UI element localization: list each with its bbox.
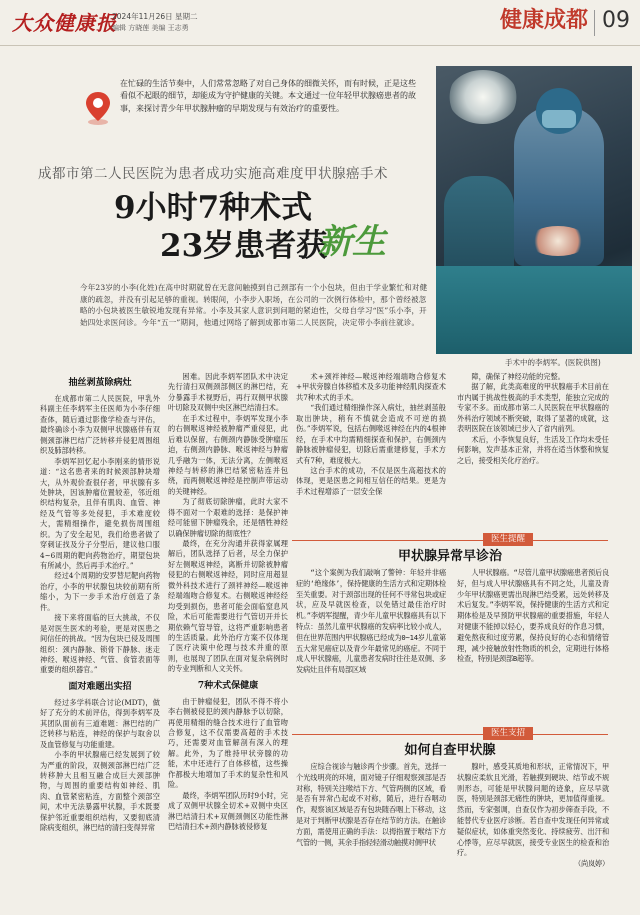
divider [292,734,608,735]
paragraph: “这个案例为我们敲响了警钟：年轻并非癌症的‘绝缘体’，保持健康的生活方式和定期体检至关重要。对于颈部出现的任何不寻常包块或症状，应及早就医检查，以免错过最佳治疗时机。”李炳军提醒，青少年儿童甲状腺癌具有以下特点：虽然儿童甲状腺癌的发病率比较小成人，但在世界范围内甲状腺癌已经成为0~14岁儿童第五大常见癌症以及青少年最常见的癌症。不同于成人甲状腺癌，儿童患者发病时往往是双侧、多发病灶且伴有局部区域 [296,568,446,675]
box2-column-2 [457,762,609,870]
box-tag-tips: 医生支招 [483,727,533,740]
article-column-4 [457,372,609,466]
article-column-2 [168,372,288,832]
box1-column-2 [457,568,609,665]
article-column-1 [40,372,160,834]
author-signature: （尚岚婷） [574,859,609,869]
subhead: 抽丝剥茧除病灶 [68,378,132,388]
headline-accent: 新生 [318,222,386,262]
paragraph: 小李的甲状腺癌已经发展到了较为严重的阶段，双侧颈部淋巴结广泛转移肿大且相互融合成巨大颈部肿物，与周围的重要结构如神经、肌肉、血管紧密粘连，方面整个颈部空间，术中无法暴露甲状腺，手术既要保护邻近重要组织结构，又要彻底清除病变组织，淋巴结的清扫变得异常 [40,750,160,833]
surgery-photo [436,66,632,354]
paragraph: 障，确保了神经功能的完整。 [471,372,565,381]
headline-kicker: 成都市第二人民医院为患者成功实施高难度甲状腺癌手术 [38,166,388,182]
paragraph: 在成都市第二人民医院，甲乳外科副主任李炳军主任医师为小李仔细查体，随后通过影像学检查与评估，最终确诊小李为双侧甲状腺癌伴有双侧颈部淋巴结广泛转移并侵犯周围组织及肺部转移。 [40,394,160,456]
headline-line-2: 23岁患者获 [160,228,328,264]
box-title-early-diagnosis: 甲状腺异常早诊治 [397,549,502,564]
paragraph: 李炳军回忆起小李刚来的情形说道：“这名患者来的时候颈部肿块增大，从外观价查很仔者，甲状腺有多处肿块，因该肿瘤位置较差，邻近组织结构复杂，且伴有肌肉、血管、神经及气管等多处侵犯，手术难度较大，需精细操作，避免损伤周围组织。为了安全起见，我们给患者做了穿刺证找及分子分型后，建议他口服4~6周期的靶向药物治疗，期望包块有所减小，然后再手术治疗。” [40,456,160,571]
divider [292,540,608,541]
paragraph: 经过4个周期的安罗替尼靶向药物治疗，小李的甲状腺包块较前期有所缩小，为下一步手术治疗创造了条件。 [40,571,160,612]
paragraph: 困难。因此李炳军团队术中决定先行清扫双侧颈部侧区的淋巴结，充分暴露手术视野后，再行双侧甲状腺叶切除及双侧中央区淋巴结清扫术。 [168,372,288,413]
masthead [0,0,640,46]
box1-column-1 [296,568,446,676]
paragraph: 人甲状腺癌。“尽管儿童甲状腺癌患者预后良好，但与成人甲状腺癌具有不同之处，儿童及青少年甲状腺癌更需出现淋巴结受累，远处转移及术后复发。”李炳军说，保持健康的生活方式和定期体检是及早预防甲状腺癌的重要措施，年轻人对健康不能掉以轻心，要养成良好的作息习惯，避免熬夜和过度劳累，保持良好的心态和情绪管理，减少接触放射性物质的机会，定期进行体格检查，特别是颈部B超等。 [457,568,609,664]
issue-date: 2024年11月26日 星期二 [112,12,198,21]
headline-line-1: 9小时7种术式 [114,190,313,226]
box-tag-reminder: 医生提醒 [483,533,533,546]
newspaper-logo: 大众健康报 [12,11,117,35]
paragraph: 应综合视诊与触诊两个步骤。首先，选择一个光线明亮的环境，面对镜子仔细观察颈部是否对称，特别关注喉结下方、气管两侧的区域，看是否有异常凸起或不对称，随后，进行吞咽动作，观察该区域是否有包块随吞咽上下移动，这是对于判断甲状腺是否存在结节的方法。在触诊方面，需使用正确的手法：以拇指置于喉结下方气管的一侧，其余手指轻轻滑动触摸对侧甲状 [296,762,446,847]
paragraph: 术+颈袢神经—喉返神经端端吻合修复术+甲状旁腺自体移植术及多功能神经肌肉探查术共7种术式的手术。 [296,372,446,402]
photo-caption: 手术中的李炳军。(医院供图) [505,358,601,367]
paragraph: 最终，李炳军团队历时9小时，完成了双侧甲状腺全切术+双侧中央区淋巴结清扫术+双侧颈侧区功能性淋巴结清扫术+颈内静脉被侵修复 [168,790,288,831]
section-title: 健康成都 [499,7,588,33]
paragraph: 接下来将面临的巨大挑战，不仅是对医生医术的考验，更是对医患之间信任的挑战。“因为包块已侵及周围组织：颈内静脉、锁骨下静脉、迷走神经、喉返神经、气管、食管表面等重要的组织器官。” [40,613,160,675]
paragraph: 在手术过程中，李炳军发现小李的右侧喉返神经被肿瘤严重侵犯，此后难以保留，右侧颈内静脉受肿瘤压迫，右侧颈内静脉、喉返神经与肿瘤几乎融为一体，无法分离，左侧喉返神经与转移的淋巴结紧密粘连并包绕，而两侧喉返神经是控制声带运动的关键神经。 [168,413,288,496]
page-number: 09 [602,6,630,35]
lead-paragraph: 今年23岁的小李(化姓)在高中时期就曾在无意间触摸到自己颈部有一个小包块，但由于学业繁忙和对健康的疏忽，并没有引起足够的重视。转眼间，小李步入职场，在公司的一次例行体检中，那个曾经被忽略的小包块被医生敏锐地发现有异常。小李及其家人意识到问题的紧迫性，父母自学习“医”乐小李，开始四处求医问诊。今年“五一”期间，他通过网络了解到成都市第二人民医院，决定带小李前往就诊。 [80,283,428,327]
paragraph: 经过多学科联合讨论(MDT)，做好了充分的术前评估，得到李炳军及其团队面前有三道难题：淋巴结的广泛转移与粘连，神经的保护与取舍以及血管修复与功能重建。 [40,697,160,749]
editors-line: 编辑 方晓莲 美编 王志勇 [112,24,189,32]
article-column-3 [296,372,446,497]
paragraph: 这台手术的成功，不仅是医生高超技术的体现，更是医患之间相互信任的结果。更是为手术过程增添了一层安全保 [296,465,446,496]
paragraph: 据了解，此类高难度的甲状腺癌手术目前在市内属于挑战性极高的手术类型，能独立完成的专家不多。而成都市第二人民医院在甲状腺癌的外科治疗领域不断突破，取得了显著的成就，这表明医院在该领域已步入了省内前列。 [457,382,609,434]
paragraph: 为了彻底切除肿瘤，此时大家不得不面对一个艰难的选择：是保护神经可能留下肿瘤残余，还是牺牲神经以确保肿瘤切除的彻底性？ [168,497,288,538]
paragraph: 由于肿瘤侵犯，团队不得不将小李右侧被侵犯的颈内静脉予以切除，再使用精细的缝合技术进行了血管吻合修复，这不仅需要高超的手术技巧，还需要对血管解剖有深入的理解。此外，为了维持甲状旁腺的功能，术中还进行了自体移植，这些操作都极大地增加了手术的复杂性和风险。 [168,696,288,790]
intro-summary: 在忙碌的生活节奏中，人们常常忽略了对自己身体的细微关怀，而有时候，正是这些看似不起眼的细节，却能成为守护健康的关键。本文通过一位年轻甲状腺癌患者的故事，来探讨青少年甲状腺肿瘤的早期发现与有效治疗的重要性。 [120,79,416,113]
subhead: 7种术式保健康 [197,680,259,691]
paragraph: 腺叶，感受其质地和形状，正常情况下，甲状腺应柔软且光滑，若触摸到硬块、结节或不规则形态，可能是甲状腺问题的迹象，应尽早就医，特别是颈部无痛性的肿块，更加值得重视。然而，专家强调，自查仅作为初步筛查手段，不能替代专业医疗诊断。若自查中发现任何异常或疑似症状，如体重突然变化、持续疲劳、出汗和心悸等，应尽早就医，接受专业医生的检查和治疗。 [457,762,609,858]
box2-column-1 [296,762,446,848]
subhead: 面对难题出实招 [68,681,132,692]
paragraph: 最终，在充分沟通并获得家属理解后，团队选择了后者，尽全力保护好左侧喉返神经，离断并切除被肿瘤侵犯的右侧喉返神经，同时应用超显微外科技术进行了颈袢神经—喉返神经端端吻合修复术。右侧喉返神经经均受到损伤，患者可能会面临窒息风险，术后可能需要进行气管切开并长期依赖气管导管，这将严重影响患者的生活质量。此外治疗方案不仅体现了医疗决策中伦理与技术并重的原则，也展现了团队在面对复杂病例时的专业判断和人文关怀。 [168,539,288,674]
box-title-self-check: 如何自查甲状腺 [404,743,496,758]
paragraph: 术后，小李恢复良好，生活及工作均未受任何影响，发声基本正常，并将在适当休整和恢复之后，接受相关化疗治疗。 [457,434,609,465]
paragraph: “我们通过精细操作深入病灶，抽丝剥茧般取出肿块，稍有不慎就会造成不可逆的损伤。”李炳军说，包括右侧喉返神经在内的4根神经，在手术中均需精细探查和保护，右侧颈内静脉被肿瘤侵犯，切除后需重建修复，手术方式有7种，难度极大。 [296,403,446,465]
location-pin-icon [84,90,112,126]
